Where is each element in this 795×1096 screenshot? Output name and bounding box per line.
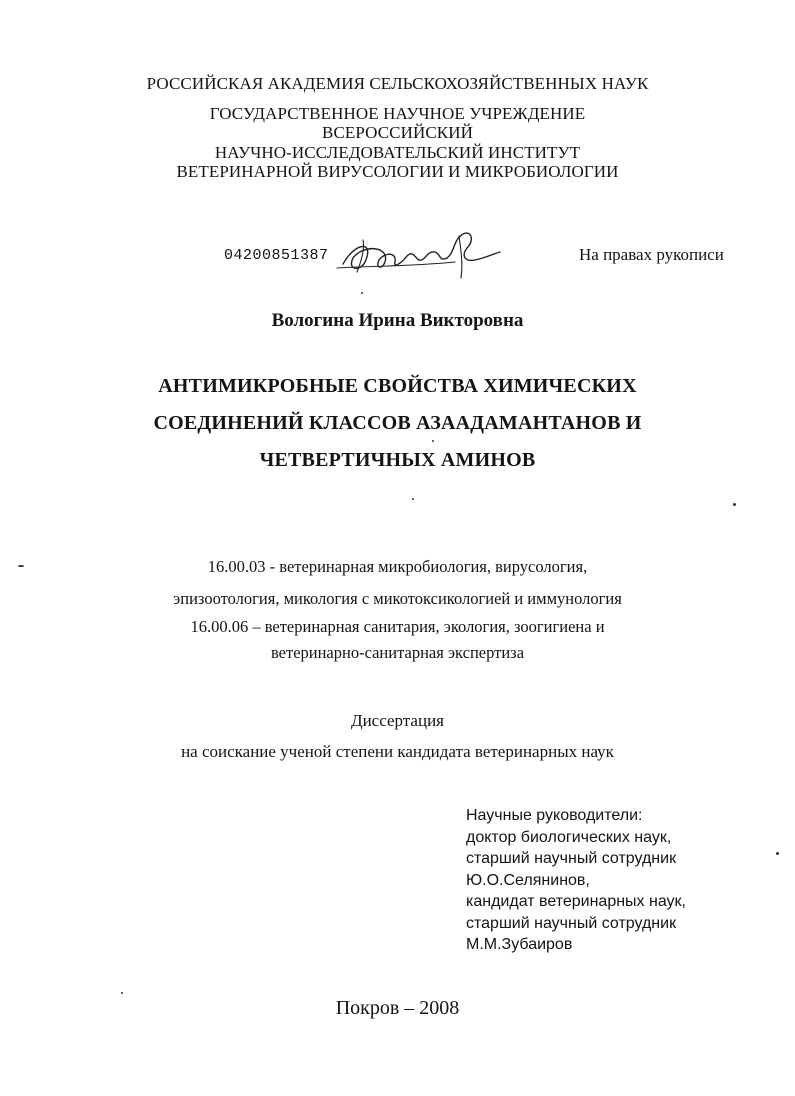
institution-line-2: ВСЕРОССИЙСКИЙ: [322, 123, 473, 142]
institution-line-3: НАУЧНО-ИССЛЕДОВАТЕЛЬСКИЙ ИНСТИТУТ: [214, 143, 581, 162]
dissertation-degree: на соискание ученой степени кандидата ветеринарных наук: [181, 742, 614, 761]
signature-scribble: [335, 222, 505, 282]
advisor-line: кандидат ветеринарных наук,: [466, 893, 686, 910]
dissertation-label: Диссертация: [350, 711, 444, 730]
advisor-line: старший научный сотрудник: [466, 914, 677, 932]
institution-line-1: ГОСУДАРСТВЕННОЕ НАУЧНОЕ УЧРЕЖДЕНИЕ: [209, 104, 586, 123]
advisor-name: М.М.Зубаиров: [466, 936, 573, 953]
scan-speck: [776, 852, 779, 855]
academy-name: РОССИЙСКАЯ АКАДЕМИЯ СЕЛЬСКОХОЗЯЙСТВЕННЫХ НАУК: [146, 74, 649, 93]
scan-speck: [361, 292, 363, 294]
advisor-line: доктор биологических наук,: [466, 828, 672, 846]
title-line-1: АНТИМИКРОБНЫЕ СВОЙСТВА ХИМИЧЕСКИХ: [158, 375, 637, 397]
author-name: Вологина Ирина Викторовна: [271, 310, 524, 331]
title-line-2: СОЕДИНЕНИЙ КЛАССОВ АЗААДАМАНТАНОВ И: [153, 412, 642, 434]
place-year: Покров – 2008: [335, 997, 460, 1019]
scan-speck: [432, 440, 434, 442]
registry-number: 04200851387: [224, 247, 329, 264]
advisors-heading: Научные руководители:: [466, 807, 643, 824]
advisor-line: старший научный сотрудник: [466, 850, 677, 867]
scan-speck: [121, 992, 123, 994]
signature: [335, 222, 505, 282]
scan-speck: [733, 503, 736, 506]
advisor-name: Ю.О.Селянинов,: [466, 871, 590, 889]
institution-line-4: ВЕТЕРИНАРНОЙ ВИРУСОЛОГИИ И МИКРОБИОЛОГИИ: [176, 162, 619, 181]
specialty-line-1: 16.00.03 - ветеринарная микробиология, вирусология,: [207, 557, 588, 576]
advisors-block: [466, 805, 776, 956]
specialty-line-3: 16.00.06 – ветеринарная санитария, экология, зоогигиена и: [190, 617, 605, 636]
specialty-line-4: ветеринарно-санитарная экспертиза: [270, 643, 525, 662]
specialty-line-2: эпизоотология, микология с микотоксикологией и иммунология: [173, 589, 622, 608]
title-line-3: ЧЕТВЕРТИЧНЫХ АМИНОВ: [259, 449, 536, 471]
scan-speck: [18, 565, 24, 567]
rights-note: На правах рукописи: [579, 245, 724, 264]
scan-speck: [412, 498, 414, 500]
